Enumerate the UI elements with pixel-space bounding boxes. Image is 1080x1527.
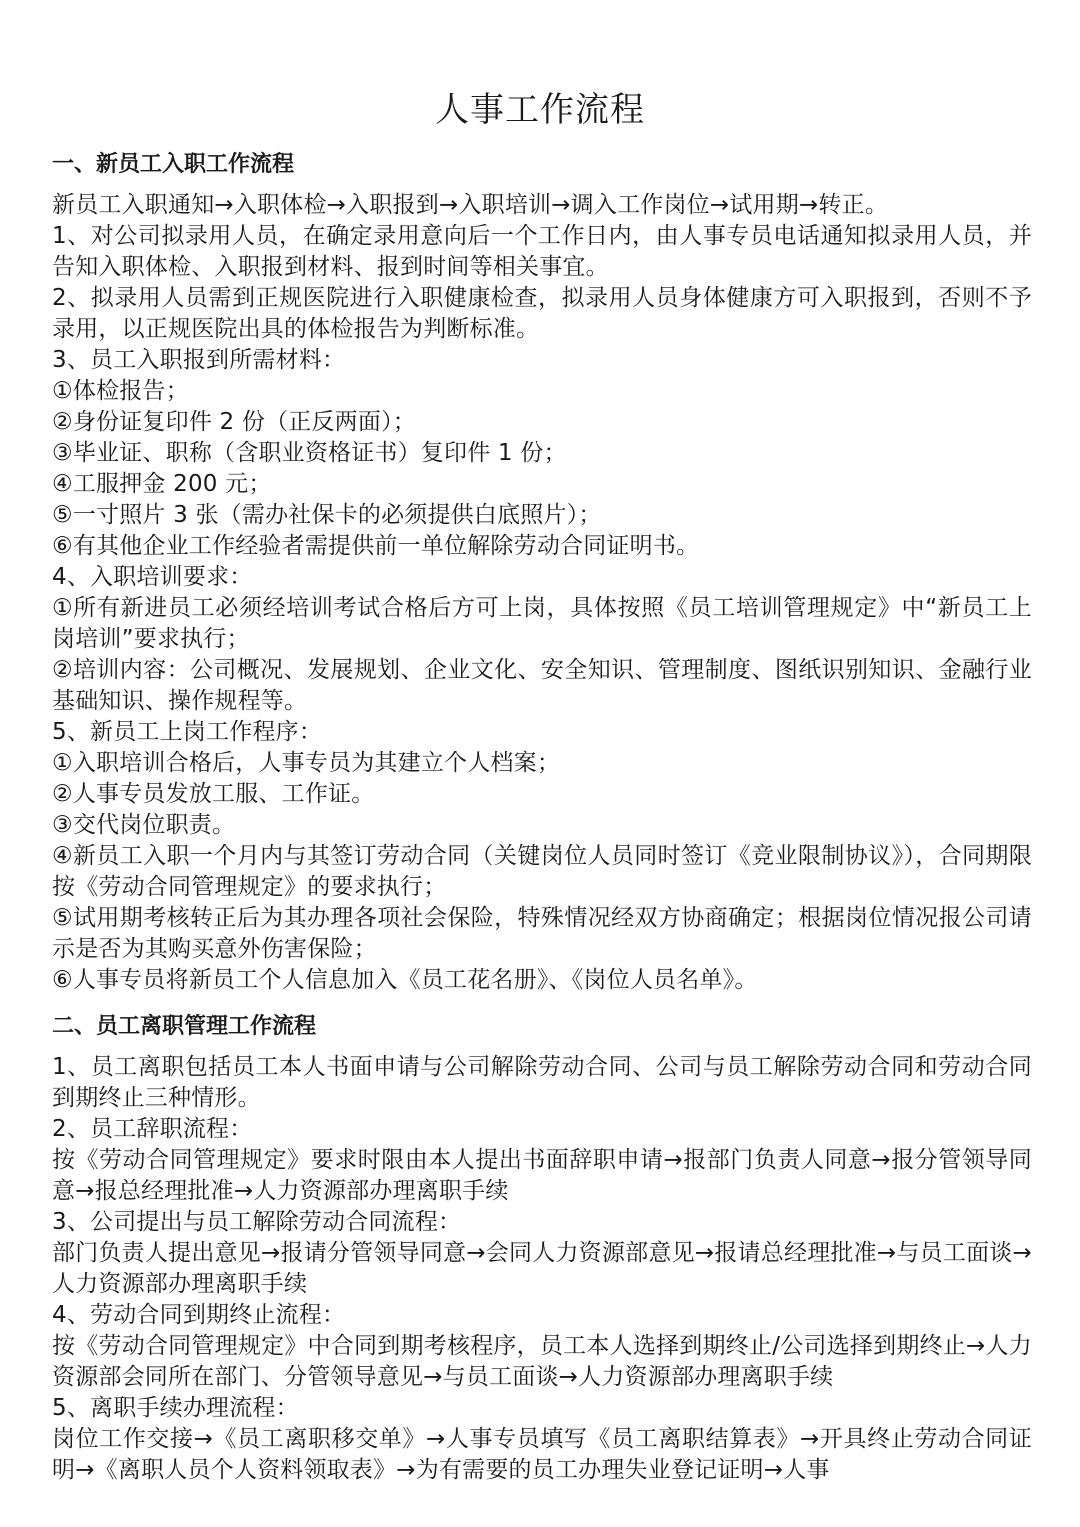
paragraph: ②人事专员发放工服、工作证。 [52,781,375,807]
paragraph: ⑥人事专员将新员工个人信息加入《员工花名册》、《岗位人员名单》。 [52,967,758,993]
paragraph: 1、员工离职包括员工本人书面申请与公司解除劳动合同、公司与员工解除劳动合同和劳动合同到期终止三种情形。 [52,1054,1032,1111]
paragraph: 4、入职培训要求： [52,564,253,590]
paragraph: ①体检报告； [52,378,189,404]
section-heading-onboarding: 一、新员工入职工作流程 [52,152,295,177]
paragraph: 3、公司提出与员工解除劳动合同流程： [52,1209,462,1235]
paragraph: 2、员工辞职流程： [52,1116,253,1142]
paragraph: 岗位工作交接→《员工离职移交单》→人事专员填写《员工离职结算表》→开具终止劳动合同证明→《离职人员个人资料领取表》→为有需要的员工办理失业登记证明→人事 [52,1426,1032,1483]
paragraph: 新员工入职通知→入职体检→入职报到→入职培训→调入工作岗位→试用期→转正。 [52,192,889,218]
paragraph: ④工服押金 200 元； [52,471,272,497]
paragraph: 5、离职手续办理流程： [52,1395,299,1421]
paragraph: ①入职培训合格后，人事专员为其建立个人档案； [52,750,561,776]
paragraph: ③交代岗位职责。 [52,812,236,838]
paragraph: ⑤试用期考核转正后为其办理各项社会保险，特殊情况经双方协商确定；根据岗位情况报公司请示是否为其购买意外伤害保险； [52,905,1032,962]
paragraph: 按《劳动合同管理规定》要求时限由本人提出书面辞职申请→报部门负责人同意→报分管领导同意→报总经理批准→人力资源部办理离职手续 [52,1147,1032,1204]
paragraph: 4、劳动合同到期终止流程： [52,1302,346,1328]
paragraph: ③毕业证、职称（含职业资格证书）复印件 1 份； [52,440,567,466]
paragraph: ⑥有其他企业工作经验者需提供前一单位解除劳动合同证明书。 [52,533,700,559]
paragraph: 3、员工入职报到所需材料： [52,347,346,373]
paragraph: ①所有新进员工必须经培训考试合格后方可上岗，具体按照《员工培训管理规定》中“新员工上岗培训”要求执行； [52,595,1032,652]
paragraph: 1、对公司拟录用人员，在确定录用意向后一个工作日内，由人事专员电话通知拟录用人员，并告知入职体检、入职报到材料、报到时间等相关事宜。 [52,223,1032,280]
paragraph: 5、新员工上岗工作程序： [52,719,323,745]
paragraph: 按《劳动合同管理规定》中合同到期考核程序，员工本人选择到期终止/公司选择到期终止→人力资源部会同所在部门、分管领导意见→与员工面谈→人力资源部办理离职手续 [52,1333,1032,1390]
paragraph: ④新员工入职一个月内与其签订劳动合同（关键岗位人员同时签订《竞业限制协议》），合同期限按《劳动合同管理规定》的要求执行； [52,843,1032,900]
paragraph: ②培训内容：公司概况、发展规划、企业文化、安全知识、管理制度、图纸识别知识、金融行业基础知识、操作规程等。 [52,657,1032,714]
document-page [52,0,1032,1486]
section-body-onboarding [52,190,1032,996]
document-title: 人事工作流程 [435,90,645,130]
paragraph: ②身份证复印件 2 份（正反两面）； [52,409,416,435]
paragraph: ⑤一寸照片 3 张（需办社保卡的必须提供白底照片）； [52,502,602,528]
section-heading-resignation: 二、员工离职管理工作流程 [52,1014,317,1039]
section-body-resignation [52,1052,1032,1486]
paragraph: 部门负责人提出意见→报请分管领导同意→会同人力资源部意见→报请总经理批准→与员工面谈→人力资源部办理离职手续 [52,1240,1032,1297]
paragraph: 2、拟录用人员需到正规医院进行入职健康检查，拟录用人员身体健康方可入职报到，否则不予录用，以正规医院出具的体检报告为判断标准。 [52,285,1032,342]
